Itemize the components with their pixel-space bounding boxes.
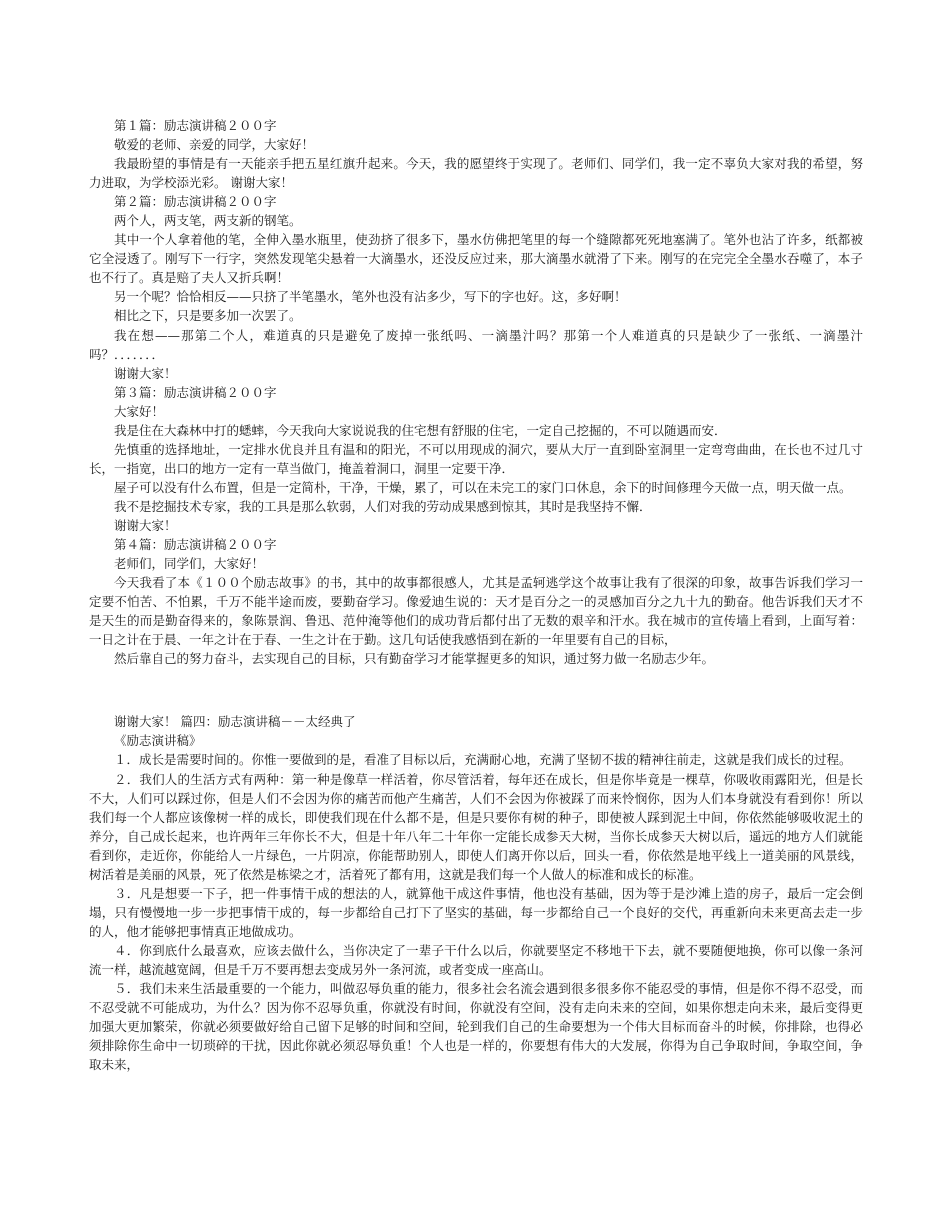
paragraph: 然后靠自己的努力奋斗，去实现自己的目标，只有勤奋学习才能掌握更多的知识，通过努力做一名励志少年。 [114, 651, 715, 667]
paragraph: 谢谢大家！ [114, 517, 177, 533]
paragraph: 我不是挖掘技术专家，我的工具是那么软弱，人们对我的劳动成果感到惊其，其时是我坚持不懈． [114, 498, 652, 514]
paragraph: 两个人，两支笔，两支新的钢笔。 [114, 213, 302, 229]
paragraph: ５．我们未来生活最重要的一个能力，叫做忍辱负重的能力，很多社会名流会遇到很多很多你不能忍受的事情，但是你不得不忍受，而不忍受就不可能成功，为什么？因为你不忍辱负重，你就没有时间，你就没有空间，没有走向未来的空间，如果你想走向未来，最后变得更加强大更加繁荣，你就必须要做好给自己留下足够的时间和空间，轮到我们自己的生命要想为一个伟大目标而奋斗的时候，你排除，也得必须排除你生命中一切琐碎的干扰，因此你就必须忍辱负重！个人也是一样的，你要想有伟大的大发展，你得为自己争取时间，争取空间，争取未来， [89, 981, 863, 1073]
paragraph: ４．你到底什么最喜欢，应该去做什么，当你决定了一辈子干什么以后，你就要坚定不移地干下去，就不要随便地换，你可以像一条河流一样，越流越宽阔，但是千万不要再想去变成另外一条河流，或者变成一座高山。 [89, 942, 863, 977]
section-heading: 第４篇：励志演讲稿２００字 [114, 537, 277, 553]
paragraph: 我在想——那第二个人，难道真的只是避免了废掉一张纸吗、一滴墨汁吗？那第一个人难道真的只是缺少了一张纸、一滴墨汁吗？．．．．．．． [89, 327, 863, 362]
paragraph: 我最盼望的事情是有一天能亲手把五星红旗升起来。今天，我的愿望终于实现了。老师们、同学们，我一定不辜负大家对我的希望，努力进取，为学校添光彩。 谢谢大家！ [89, 156, 863, 191]
paragraph: 其中一个人拿着他的笔，全伸入墨水瓶里，使劲挤了很多下，墨水仿佛把笔里的每一个缝隙都死死地塞满了。笔外也沾了许多，纸都被它全浸透了。刚写下一行字，突然发现笔尖悬着一大滴墨水，还没反应过来，那大滴墨水就滑了下来。刚写的在完完全全墨水吞噬了，本子也不行了。真是赔了夫人又折兵啊！ [89, 232, 863, 286]
paragraph: 敬爱的老师、亲爱的同学，大家好！ [114, 137, 315, 153]
paragraph: 《励志演讲稿》 [114, 733, 202, 749]
paragraph: 我是住在大森林中打的蟋蟀，今天我向大家说说我的住宅想有舒服的住宅，一定自己挖掘的，不可以随遇而安． [114, 422, 727, 438]
paragraph: ２．我们人的生活方式有两种：第一种是像草一样活着，你尽管活着，每年还在成长，但是你毕竟是一棵草，你吸收雨露阳光，但是长不大，人们可以踩过你，但是人们不会因为你的痛苦而他产生痛苦，人们不会因为你被踩了而来怜悯你，因为人们本身就没有看到你！所以我们每一个人都应该像树一样的成长，即使我们现在什么都不是，但是只要你有树的种子，即使被人踩到泥土中间，你依然能够吸收泥土的养分，自己成长起来，也许两年三年你长不大，但是十年八年二十年你一定能长成参天大树，当你长成参天大树以后，遥远的地方人们就能看到你，走近你，你能给人一片绿色，一片阴凉，你能帮助别人，即使人们离开你以后，回头一看，你依然是地平线上一道美丽的风景线，树活着是美丽的风景，死了依然是栋梁之才，活着死了都有用，这就是我们每一个人做人的标准和成长的标准。 [89, 771, 863, 882]
section-heading: 第３篇：励志演讲稿２００字 [114, 384, 277, 400]
paragraph: 相比之下，只是要多加一次罢了。 [114, 308, 302, 324]
paragraph: 老师们，同学们，大家好！ [114, 556, 265, 572]
section-heading: 第２篇：励志演讲稿２００字 [114, 194, 277, 210]
section-heading: 第１篇：励志演讲稿２００字 [114, 118, 277, 133]
paragraph: ３．凡是想要一下子，把一件事情干成的想法的人，就算他干成这件事情，他也没有基础，因为等于是沙滩上造的房子，最后一定会倒塌，只有慢慢地一步一步把事情干成的，每一步都给自己打下了坚实的基础，每一步都给自己一个良好的交代，再重新向未来更高去走一步的人，他才能够把事情真正地做成功。 [89, 885, 863, 939]
paragraph: 屋子可以没有什么布置，但是一定简朴，干净，干燥，累了，可以在未完工的家门口休息，余下的时间修理今天做一点，明天做一点。 [114, 479, 852, 495]
section-heading: 谢谢大家！ 篇四：励志演讲稿－－太经典了 [114, 714, 356, 730]
paragraph: 先慎重的选择地址，一定排水优良并且有温和的阳光，不可以用现成的洞穴，要从大厅一直到卧室洞里一定弯弯曲曲，在长也不过几寸长，一指宽，出口的地方一定有一草当做门，掩盖着洞口，洞里一定要干净． [89, 441, 863, 476]
paragraph: 谢谢大家！ [114, 365, 177, 381]
paragraph: 另一个呢？恰恰相反——只挤了半笔墨水，笔外也没有沾多少，写下的字也好。这，多好啊！ [114, 289, 627, 305]
paragraph: １．成长是需要时间的。你惟一要做到的是，看准了目标以后，充满耐心地，充满了坚韧不拔的精神往前走，这就是我们成长的过程。 [114, 752, 852, 768]
blank-line [89, 681, 863, 700]
paragraph: 大家好！ [114, 403, 165, 419]
document-page [89, 116, 863, 1074]
paragraph: 今天我看了本《１００个励志故事》的书，其中的故事都很感人，尤其是孟轲逃学这个故事让我有了很深的印象，故事告诉我们学习一定要不怕苦、不怕累，千万不能半途而废，要勤奋学习。像爱迪生说的：天才是百分之一的灵感加百分之九十九的勤奋。他告诉我们天才不是天生的而是勤奋得来的，象陈景润、鲁迅、范仲淹等他们的成功背后都付出了无数的艰辛和汗水。我在城市的宣传墙上看到，上面写着：一日之计在于晨、一年之计在于春、一生之计在于勤。这几句话使我感悟到在新的一年里要有自己的目标， [89, 575, 863, 648]
